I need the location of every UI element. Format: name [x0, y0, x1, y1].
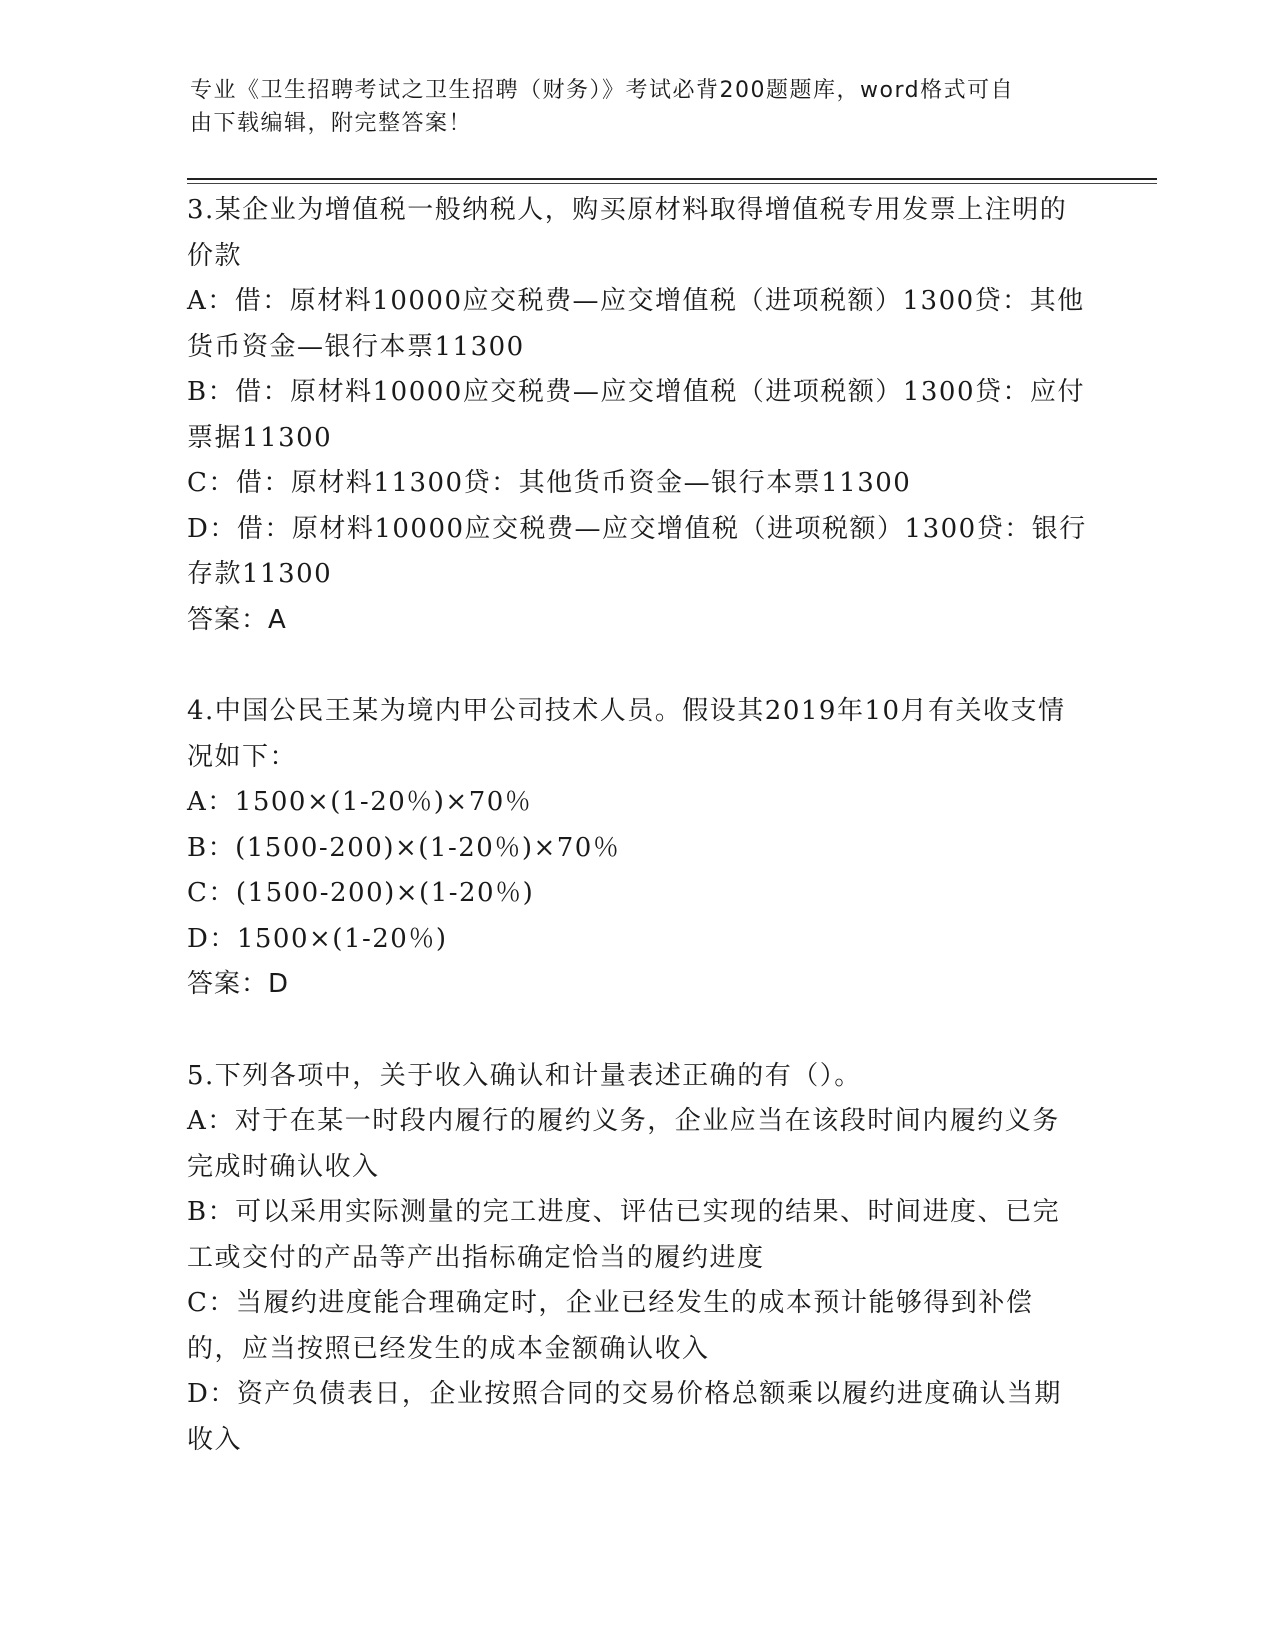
- option-d: D：1500×(1-20％): [187, 923, 448, 954]
- question-4: [187, 689, 1087, 1008]
- option-d: D：借：原材料10000应交税费—应交增值税（进项税额）1300贷：银行存款11300: [187, 513, 1087, 589]
- option-b: B：(1500-200)×(1-20％)×70％: [187, 832, 621, 863]
- question-list: [187, 188, 1087, 1509]
- question-stem: 3.某企业为增值税一般纳税人，购买原材料取得增值税专用发票上注明的价款: [187, 195, 1068, 271]
- option-c: C：(1500-200)×(1-20％): [187, 878, 535, 908]
- header-divider-thin: [187, 183, 1157, 184]
- header-divider-thick: [187, 178, 1157, 180]
- option-d: D：资产负债表日，企业按照合同的交易价格总额乘以履约进度确认当期收入: [187, 1379, 1062, 1455]
- question-3: [187, 188, 1087, 643]
- option-a: A：借：原材料10000应交税费—应交增值税（进项税额）1300贷：其他货币资金—银行本票11300: [187, 286, 1085, 362]
- option-b: B：借：原材料10000应交税费—应交增值税（进项税额）1300贷：应付票据11300: [187, 377, 1085, 453]
- question-stem: 5.下列各项中，关于收入确认和计量表述正确的有（）。: [187, 1060, 862, 1091]
- answer-label: 答案：A: [187, 604, 287, 635]
- option-c: C：借：原材料11300贷：其他货币资金—银行本票11300: [187, 468, 912, 498]
- option-a: A：1500×(1-20％)×70％: [187, 787, 533, 817]
- question-5: [187, 1054, 1087, 1464]
- document-header: 专业《卫生招聘考试之卫生招聘（财务）》考试必背200题题库，word格式可自 由下载编辑，附完整答案！: [190, 78, 1015, 136]
- option-c: C：当履约进度能合理确定时，企业已经发生的成本预计能够得到补偿的，应当按照已经发生的成本金额确认收入: [187, 1288, 1034, 1364]
- option-a: A：对于在某一时段内履行的履约义务，企业应当在该段时间内履约义务完成时确认收入: [187, 1106, 1060, 1182]
- answer-label: 答案：D: [187, 969, 290, 999]
- option-b: B：可以采用实际测量的完工进度、评估已实现的结果、时间进度、已完工或交付的产品等产出指标确定恰当的履约进度: [187, 1197, 1061, 1273]
- question-stem: 4.中国公民王某为境内甲公司技术人员。假设其2019年10月有关收支情况如下：: [187, 696, 1066, 772]
